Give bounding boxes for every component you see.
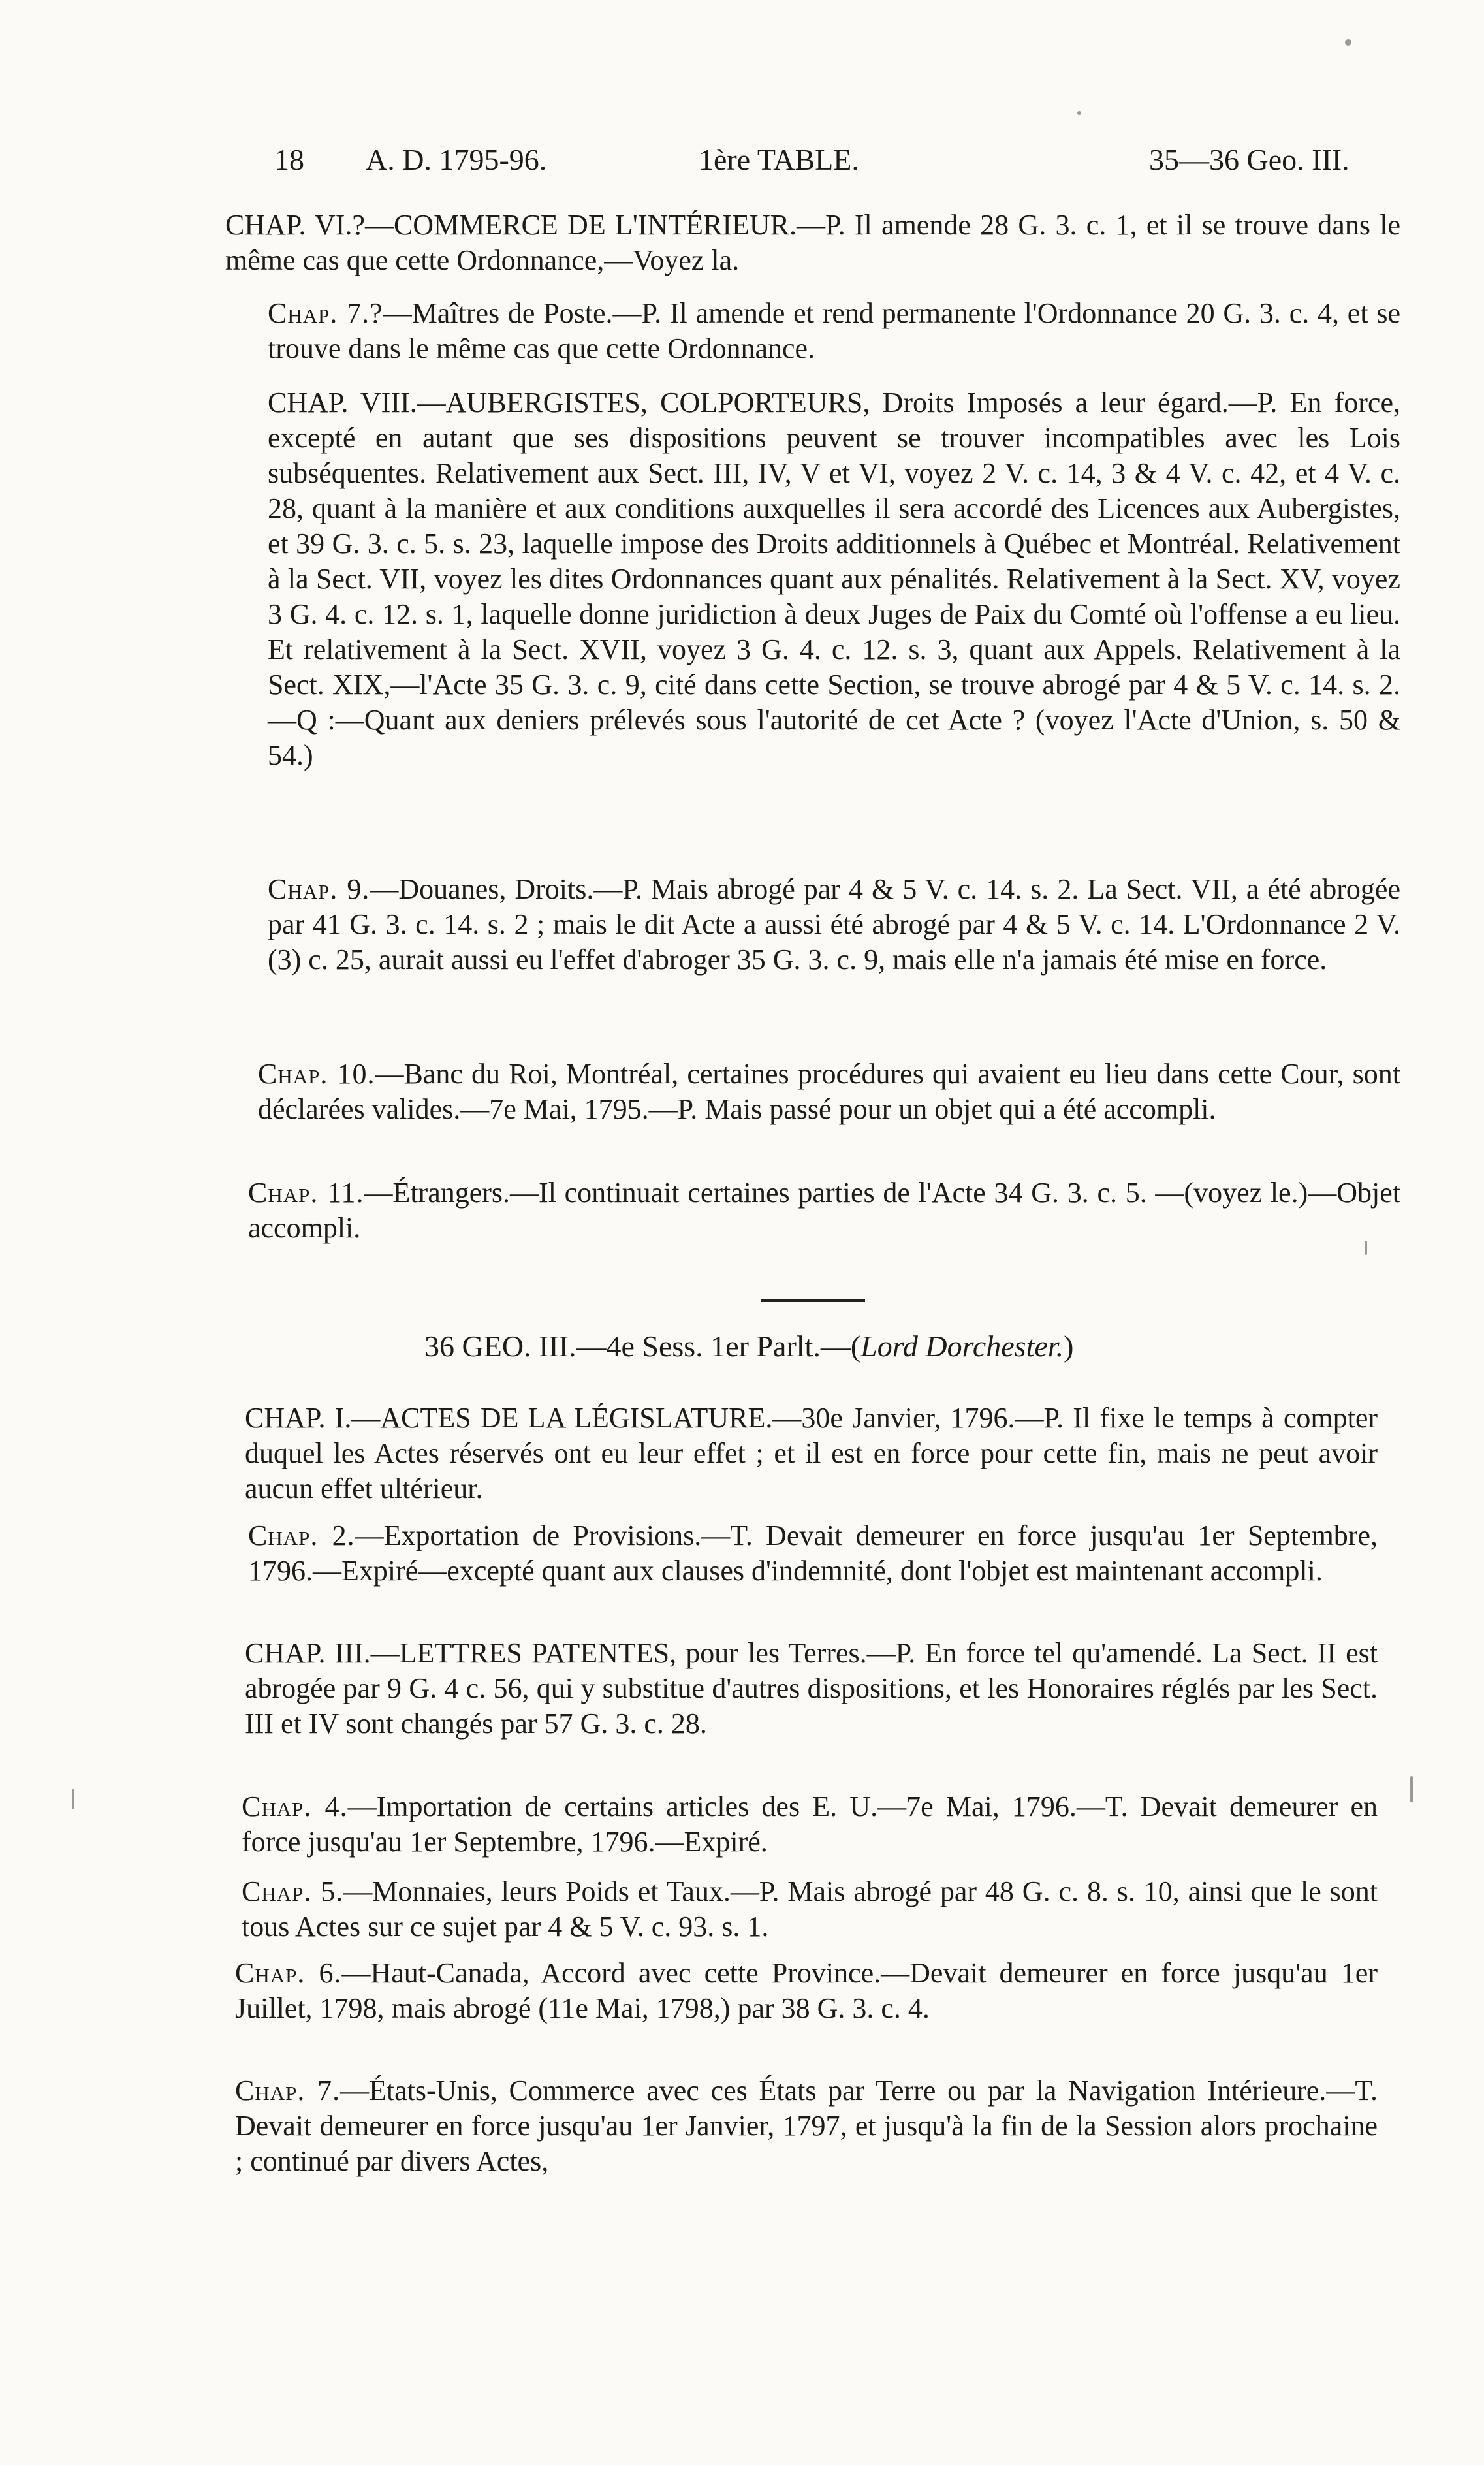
entry-text: —Banc du Roi, Montréal, certaines procédures qui avaient eu lieu dans cette Cour, sont déclarées valides.—7e Mai, 1795.—P. Mais passé pour un objet qui a été accompli. [258, 1058, 1400, 1125]
entry-chap-9 [268, 872, 1400, 978]
scan-speck [1365, 1241, 1367, 1255]
entry-text: —Douanes, Droits.—P. Mais abrogé par 4 & 5 V. c. 14. s. 2. La Sect. VII, a été abrogée par 41 G. 3. c. 14. s. 2 ; mais le dit Acte a aussi été abrogé par 4 & 5 V. c. 14. L'Ordonnance 2 V. (3) c. 25, aurait aussi eu l'effet d'abroger 35 G. 3. c. 9, mais elle n'a jamais été mise en force. [268, 873, 1400, 976]
entry-text: —ACTES DE LA LÉGISLATURE.—30e Janvier, 1796.—P. Il fixe le temps à compter duquel les Actes réservés ont eu leur effet ; et il est en force pour cette fin, mais ne peut avoir aucun effet ultérieur. [245, 1402, 1378, 1504]
entry-text: —Monnaies, leurs Poids et Taux.—P. Mais abrogé par 48 G. c. 8. s. 10, ainsi que le sont tous Actes sur ce sujet par 4 & 5 V. c. 93. s. 1. [242, 1875, 1378, 1943]
entry-chap-11 [248, 1175, 1400, 1246]
entry-chap-label: Chap. 5. [242, 1875, 344, 1907]
scan-speck [1345, 39, 1351, 46]
entry-chap-label: Chap. 9. [268, 873, 370, 905]
section-title [424, 1329, 1338, 1363]
scan-speck [1077, 111, 1081, 115]
entry-36-chap-iii [245, 1636, 1378, 1741]
header-reign: 35—36 Geo. III. [1149, 143, 1350, 176]
entry-36-chap-6 [235, 1956, 1378, 2026]
entry-chap-10 [258, 1057, 1400, 1127]
entry-chap-label: Chap. 7. [235, 2075, 341, 2107]
entry-text: —LETTRES PATENTES, pour les Terres.—P. En force tel qu'amendé. La Sect. II est abrogée par 9 G. 4 c. 56, qui y substitue d'autres dispositions, et les Honoraires réglés par les Sect. III et IV sont changés par 57 G. 3. c. 28. [245, 1637, 1378, 1740]
section-title-governor: Lord Dorchester. [860, 1329, 1064, 1363]
header-year: A. D. 1795-96. [366, 143, 547, 176]
entry-chap-label: CHAP. III. [245, 1637, 371, 1669]
entry-chap-viii [268, 385, 1400, 773]
entry-36-chap-2 [248, 1518, 1378, 1589]
entry-text: —Maîtres de Poste.—P. Il amende et rend permanente l'Ordonnance 20 G. 3. c. 4, et se trouve dans le même cas que cette Ordonnance. [268, 297, 1400, 364]
entry-chap-label: CHAP. I. [245, 1402, 352, 1434]
section-title-main: 36 GEO. III.—4e Sess. 1er Parlt.—( [424, 1329, 861, 1363]
section-title-end: ) [1064, 1329, 1074, 1363]
entry-text: —Exportation de Provisions.—T. Devait demeurer en force jusqu'au 1er Septembre, 1796.—Expiré—excepté quant aux clauses d'indemnité, dont l'objet est maintenant accompli. [248, 1519, 1378, 1587]
entry-chap-label: Chap. 2. [248, 1519, 355, 1551]
entry-36-chap-4 [242, 1789, 1378, 1860]
entry-chap-label: Chap. 4. [242, 1790, 348, 1822]
scan-speck [1410, 1776, 1413, 1802]
entry-chap-label: CHAP. VIII. [268, 387, 417, 419]
page-number: 18 [274, 143, 304, 176]
entry-chap-vi [225, 208, 1400, 278]
entry-chap-label: Chap. 6. [235, 1957, 342, 1989]
entry-text: —Haut-Canada, Accord avec cette Province.—Devait demeurer en force jusqu'au 1er Juillet, 1798, mais abrogé (11e Mai, 1798,) par 38 G. 3. c. 4. [235, 1957, 1378, 2024]
entry-chap-7 [268, 296, 1400, 366]
entry-chap-label: CHAP. VI.? [225, 209, 365, 241]
entry-text: —Étrangers.—Il continuait certaines parties de l'Acte 34 G. 3. c. 5. —(voyez le.)—Objet accompli. [248, 1177, 1400, 1244]
entry-text: —États-Unis, Commerce avec ces États par Terre ou par la Navigation Intérieure.—T. Devait demeurer en force jusqu'au 1er Janvier, 1797, et jusqu'à la fin de la Session alors prochaine ; continué par divers Actes, [235, 2075, 1378, 2177]
scan-speck [72, 1789, 74, 1809]
header-table: 1ère TABLE. [699, 143, 859, 176]
entry-chap-label: Chap. 7.? [268, 297, 383, 329]
entry-36-chap-5 [242, 1874, 1378, 1945]
entry-36-chap-i [245, 1401, 1378, 1506]
entry-chap-label: Chap. 11. [248, 1177, 364, 1209]
entry-chap-label: Chap. 10. [258, 1058, 375, 1090]
entry-text: —AUBERGISTES, COLPORTEURS, Droits Imposés a leur égard.—P. En force, excepté en autant que ses dispositions peuvent se trouver incompatibles avec les Lois subséquentes. Relativement aux Sect. III, IV, V et VI, voyez 2 V. c. 14, 3 & 4 V. c. 42, et 4 V. c. 28, quant à la manière et aux conditions auxquelles il sera accordé des Licences aux Aubergistes, et 39 G. 3. c. 5. s. 23, laquelle impose des Droits additionnels à Québec et Montréal. Relativement à la Sect. VII, voyez les dites Ordonnances quant aux pénalités. Relativement à la Sect. XV, voyez 3 G. 4. c. 12. s. 1, laquelle donne juridiction à deux Juges de Paix du Comté où l'offense a eu lieu. Et relativement à la Sect. XVII, voyez 3 G. 4. c. 12. s. 3, quant aux Appels. Relativement à la Sect. XIX,—l'Acte 35 G. 3. c. 9, cité dans cette Section, se trouve abrogé par 4 & 5 V. c. 14. s. 2. —Q :—Quant aux deniers prélevés sous l'autorité de cet Acte ? (voyez l'Acte d'Union, s. 50 & 54.) [268, 387, 1400, 771]
entry-text: —Importation de certains articles des E. U.—7e Mai, 1796.—T. Devait demeurer en force jusqu'au 1er Septembre, 1796.—Expiré. [242, 1790, 1378, 1858]
entry-text: —COMMERCE DE L'INTÉRIEUR.—P. Il amende 28 G. 3. c. 1, et il se trouve dans le même cas que cette Ordonnance,—Voyez la. [225, 209, 1401, 276]
entry-36-chap-7 [235, 2073, 1378, 2179]
section-divider [761, 1299, 865, 1302]
page-header [274, 142, 1384, 188]
